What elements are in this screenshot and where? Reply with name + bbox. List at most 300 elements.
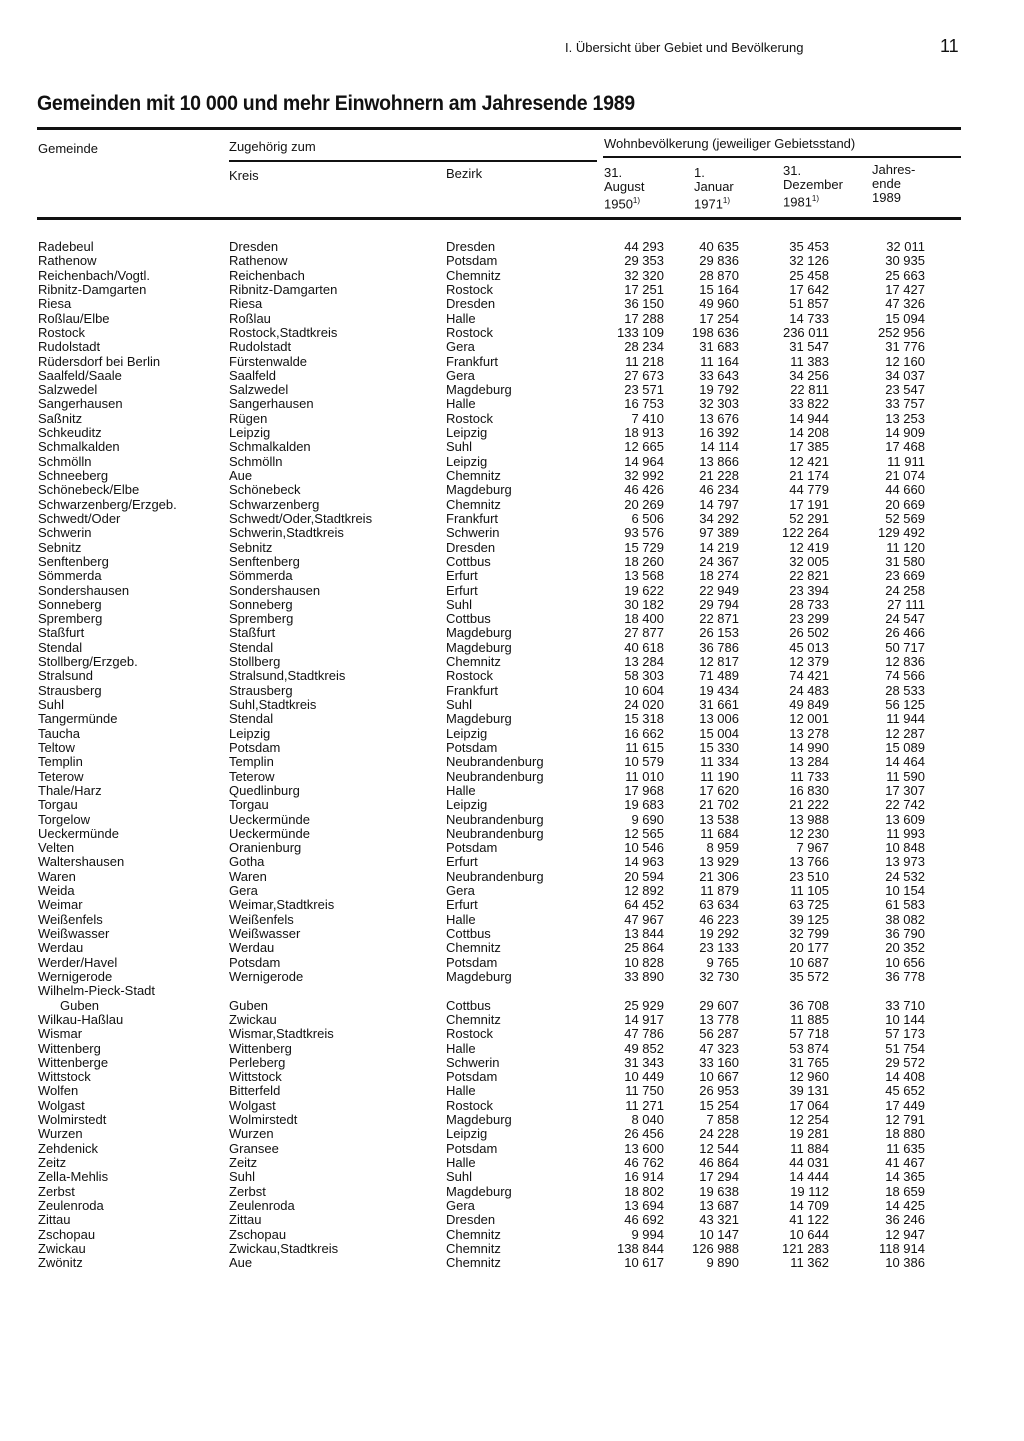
cell-1950: 10 604 bbox=[624, 682, 664, 698]
cell-bezirk: Gera bbox=[446, 1197, 475, 1213]
cell-gemeinde: Schkeuditz bbox=[38, 425, 102, 441]
table-row bbox=[0, 684, 1024, 698]
cell-1950: 32 320 bbox=[624, 267, 664, 283]
header-1981-month: Dezember bbox=[783, 177, 843, 192]
cell-1989: 26 466 bbox=[885, 625, 925, 641]
cell-1950: 10 546 bbox=[624, 840, 664, 856]
cell-1989: 11 911 bbox=[887, 453, 925, 469]
cell-1971: 33 160 bbox=[699, 1054, 739, 1070]
cell-1971: 36 786 bbox=[699, 639, 739, 655]
cell-bezirk: Frankfurt bbox=[446, 353, 499, 369]
cell-bezirk: Schwerin bbox=[446, 1054, 500, 1070]
cell-gemeinde: Teterow bbox=[38, 768, 84, 784]
cell-kreis: Strausberg bbox=[229, 682, 293, 698]
cell-gemeinde: Weida bbox=[38, 883, 75, 899]
table-row bbox=[0, 641, 1024, 655]
table-row bbox=[0, 984, 1024, 998]
cell-gemeinde: Schmölln bbox=[38, 453, 92, 469]
cell-1950: 14 917 bbox=[624, 1011, 664, 1027]
cell-1989: 10 848 bbox=[885, 840, 925, 856]
sub-rule-wohnbev bbox=[603, 156, 961, 158]
cell-bezirk: Frankfurt bbox=[446, 510, 499, 526]
cell-gemeinde: Ueckermünde bbox=[38, 825, 119, 841]
table-row bbox=[0, 1013, 1024, 1027]
cell-gemeinde: Schwerin bbox=[38, 525, 92, 541]
cell-1950: 133 109 bbox=[617, 324, 664, 340]
table-row bbox=[0, 512, 1024, 526]
cell-1971: 29 794 bbox=[699, 596, 739, 612]
table-row bbox=[0, 440, 1024, 454]
cell-1950: 14 963 bbox=[624, 854, 664, 870]
cell-bezirk: Suhl bbox=[446, 697, 473, 712]
cell-gemeinde: Schwarzenberg/Erzgeb. bbox=[38, 496, 177, 512]
cell-1981: 21 222 bbox=[789, 797, 829, 813]
cell-bezirk: Neubrandenburg bbox=[446, 754, 544, 770]
cell-1989: 28 533 bbox=[885, 682, 925, 698]
cell-kreis: Ribnitz-Damgarten bbox=[229, 281, 338, 297]
cell-1981: 24 483 bbox=[789, 682, 829, 698]
table-row bbox=[0, 898, 1024, 912]
cell-1989: 14 909 bbox=[885, 425, 925, 441]
cell-1981: 26 502 bbox=[789, 625, 829, 641]
cell-bezirk: Erfurt bbox=[446, 582, 478, 598]
cell-kreis: Wismar,Stadtkreis bbox=[229, 1026, 334, 1042]
cell-1950: 19 622 bbox=[624, 582, 664, 598]
cell-1971: 17 620 bbox=[699, 782, 739, 798]
cell-gemeinde: Torgau bbox=[38, 797, 78, 813]
cell-gemeinde: Guben bbox=[60, 997, 100, 1013]
table-row bbox=[0, 1199, 1024, 1213]
cell-gemeinde: Schmalkalden bbox=[38, 439, 120, 455]
cell-1981: 23 299 bbox=[789, 611, 829, 627]
cell-bezirk: Halle bbox=[446, 1155, 476, 1170]
cell-1950: 47 786 bbox=[624, 1026, 664, 1042]
cell-1989: 74 566 bbox=[885, 668, 925, 684]
cell-1981: 34 256 bbox=[789, 367, 829, 383]
cell-1981: 45 013 bbox=[789, 639, 829, 655]
cell-1950: 11 271 bbox=[625, 1097, 664, 1113]
running-head: I. Übersicht über Gebiet und Bevölkerung bbox=[565, 40, 804, 55]
table-row bbox=[0, 555, 1024, 569]
cell-gemeinde: Wolfen bbox=[38, 1083, 79, 1099]
header-1981-year: 1981 bbox=[783, 194, 812, 210]
cell-kreis: Guben bbox=[229, 997, 269, 1013]
table-row bbox=[0, 813, 1024, 827]
cell-1950: 10 828 bbox=[624, 954, 664, 970]
cell-kreis: Wurzen bbox=[229, 1126, 274, 1142]
header-kreis: Kreis bbox=[229, 168, 259, 183]
cell-gemeinde: Waltershausen bbox=[38, 854, 125, 870]
cell-gemeinde: Zerbst bbox=[38, 1183, 75, 1199]
cell-1950: 10 449 bbox=[624, 1069, 664, 1085]
cell-1950: 12 892 bbox=[624, 883, 664, 899]
cell-1989: 47 326 bbox=[885, 296, 925, 312]
cell-1950: 20 269 bbox=[624, 496, 664, 512]
cell-1971: 15 004 bbox=[699, 725, 739, 741]
cell-1989: 25 663 bbox=[885, 267, 925, 283]
cell-gemeinde: Spremberg bbox=[38, 611, 103, 627]
cell-kreis: Stendal bbox=[229, 639, 274, 655]
cell-bezirk: Rostock bbox=[446, 324, 493, 340]
cell-gemeinde: Weimar bbox=[38, 897, 83, 913]
cell-gemeinde: Sömmerda bbox=[38, 568, 102, 584]
cell-1981: 12 379 bbox=[789, 654, 829, 670]
cell-1971: 40 635 bbox=[699, 239, 739, 254]
cell-1950: 16 662 bbox=[624, 725, 664, 741]
cell-bezirk: Chemnitz bbox=[446, 1255, 501, 1271]
cell-1989: 11 944 bbox=[886, 711, 925, 727]
cell-1950: 19 683 bbox=[624, 797, 664, 813]
table-row bbox=[0, 1170, 1024, 1184]
cell-1971: 26 953 bbox=[699, 1083, 739, 1099]
table-row bbox=[0, 1127, 1024, 1141]
cell-bezirk: Erfurt bbox=[446, 897, 478, 913]
cell-1989: 12 160 bbox=[885, 353, 925, 369]
cell-1981: 12 230 bbox=[789, 825, 829, 841]
cell-gemeinde: Rudolstadt bbox=[38, 339, 101, 355]
cell-bezirk: Halle bbox=[446, 782, 476, 798]
table-row bbox=[0, 483, 1024, 497]
cell-1989: 11 590 bbox=[886, 768, 925, 784]
cell-kreis: Wolgast bbox=[229, 1097, 276, 1113]
cell-1989: 50 717 bbox=[885, 639, 925, 655]
cell-gemeinde: Werdau bbox=[38, 940, 84, 956]
header-1950-year-line bbox=[604, 194, 644, 211]
cell-1981: 236 011 bbox=[782, 324, 829, 340]
cell-kreis: Rathenow bbox=[229, 253, 288, 269]
cell-1950: 17 251 bbox=[624, 281, 664, 297]
cell-1981: 11 733 bbox=[790, 768, 829, 784]
cell-gemeinde: Sebnitz bbox=[38, 539, 82, 555]
table-row bbox=[0, 927, 1024, 941]
cell-kreis: Bitterfeld bbox=[229, 1083, 281, 1099]
cell-1989: 27 111 bbox=[887, 596, 925, 612]
cell-1981: 17 191 bbox=[789, 496, 829, 512]
cell-1981: 25 458 bbox=[789, 267, 829, 283]
footnote-marker: 1) bbox=[632, 196, 641, 205]
cell-1981: 51 857 bbox=[789, 296, 829, 312]
cell-gemeinde: Stralsund bbox=[38, 668, 93, 684]
cell-bezirk: Cottbus bbox=[446, 553, 491, 569]
cell-1989: 36 246 bbox=[885, 1212, 925, 1228]
table-row bbox=[0, 312, 1024, 326]
cell-1989: 13 253 bbox=[885, 410, 925, 426]
cell-1971: 11 879 bbox=[700, 883, 739, 899]
table-row bbox=[0, 426, 1024, 440]
cell-1971: 24 367 bbox=[699, 553, 739, 569]
cell-bezirk: Magdeburg bbox=[446, 711, 512, 727]
cell-kreis: Torgau bbox=[229, 797, 269, 813]
cell-bezirk: Erfurt bbox=[446, 854, 478, 870]
cell-1989: 17 468 bbox=[885, 439, 925, 455]
cell-kreis: Weißwasser bbox=[229, 926, 301, 941]
table-row bbox=[0, 526, 1024, 540]
cell-1971: 17 254 bbox=[699, 310, 739, 326]
cell-gemeinde: Schönebeck/Elbe bbox=[38, 482, 140, 498]
cell-1950: 14 964 bbox=[624, 453, 664, 469]
cell-1950: 46 692 bbox=[624, 1212, 664, 1228]
cell-1981: 12 421 bbox=[789, 453, 829, 469]
cell-kreis: Zwickau,Stadtkreis bbox=[229, 1240, 339, 1256]
header-col-1989 bbox=[872, 163, 915, 205]
cell-1989: 18 880 bbox=[885, 1126, 925, 1142]
cell-1950: 12 665 bbox=[624, 439, 664, 455]
header-1989-year: 1989 bbox=[872, 190, 901, 205]
cell-1981: 39 131 bbox=[789, 1083, 829, 1099]
cell-1971: 16 392 bbox=[699, 425, 739, 441]
cell-1981: 122 264 bbox=[782, 525, 829, 541]
cell-1989: 15 094 bbox=[885, 310, 925, 326]
table-row bbox=[0, 469, 1024, 483]
cell-1981: 28 733 bbox=[789, 596, 829, 612]
table-row bbox=[0, 827, 1024, 841]
cell-1971: 22 949 bbox=[699, 582, 739, 598]
cell-1971: 10 667 bbox=[699, 1069, 739, 1085]
cell-bezirk: Potsdam bbox=[446, 253, 498, 269]
cell-1989: 14 365 bbox=[885, 1169, 925, 1185]
cell-1981: 14 709 bbox=[789, 1197, 829, 1213]
cell-1971: 198 636 bbox=[692, 324, 739, 340]
cell-1950: 17 968 bbox=[624, 782, 664, 798]
cell-1971: 21 228 bbox=[699, 468, 739, 483]
table-row bbox=[0, 412, 1024, 426]
table-row bbox=[0, 283, 1024, 297]
table-row bbox=[0, 269, 1024, 283]
cell-1981: 17 064 bbox=[789, 1097, 829, 1113]
cell-1950: 15 318 bbox=[624, 711, 664, 727]
cell-1950: 58 303 bbox=[624, 668, 664, 684]
cell-bezirk: Dresden bbox=[446, 539, 496, 555]
cell-1971: 29 836 bbox=[699, 253, 739, 269]
cell-kreis: Zschopau bbox=[229, 1226, 287, 1242]
cell-gemeinde: Reichenbach/Vogtl. bbox=[38, 267, 151, 283]
cell-gemeinde: Velten bbox=[38, 840, 75, 856]
cell-gemeinde: Taucha bbox=[38, 725, 80, 741]
cell-1989: 18 659 bbox=[885, 1183, 925, 1199]
cell-1989: 30 935 bbox=[885, 253, 925, 269]
cell-1981: 74 421 bbox=[789, 668, 829, 684]
cell-1981: 22 821 bbox=[789, 568, 829, 584]
cell-kreis: Zeulenroda bbox=[229, 1197, 295, 1213]
cell-1950: 46 762 bbox=[624, 1155, 664, 1170]
cell-gemeinde: Zella-Mehlis bbox=[38, 1169, 109, 1185]
table-row bbox=[0, 669, 1024, 683]
cell-1950: 12 565 bbox=[624, 825, 664, 841]
cell-1950: 28 234 bbox=[624, 339, 664, 355]
cell-kreis: Suhl bbox=[229, 1169, 256, 1185]
cell-1971: 11 684 bbox=[700, 825, 739, 841]
cell-1971: 11 334 bbox=[700, 754, 739, 770]
table-row bbox=[0, 369, 1024, 383]
cell-1971: 9 890 bbox=[706, 1255, 739, 1271]
footnote-marker: 1) bbox=[722, 196, 731, 205]
cell-gemeinde: Zittau bbox=[38, 1212, 71, 1228]
footnote-marker: 1) bbox=[811, 194, 820, 203]
cell-1950: 36 150 bbox=[624, 296, 664, 312]
cell-1971: 46 864 bbox=[699, 1155, 739, 1170]
cell-1950: 30 182 bbox=[624, 596, 664, 612]
cell-gemeinde: Torgelow bbox=[38, 811, 91, 827]
cell-gemeinde: Wittenberg bbox=[38, 1040, 101, 1056]
table-row bbox=[0, 798, 1024, 812]
cell-kreis: Aue bbox=[229, 1255, 253, 1271]
cell-kreis: Sonneberg bbox=[229, 596, 293, 612]
cell-1981: 7 967 bbox=[796, 840, 829, 856]
cell-1950: 46 426 bbox=[624, 482, 664, 498]
cell-gemeinde: Wurzen bbox=[38, 1126, 83, 1142]
cell-bezirk: Magdeburg bbox=[446, 968, 512, 984]
cell-1950: 23 571 bbox=[624, 382, 664, 398]
cell-1981: 12 254 bbox=[789, 1112, 829, 1128]
cell-1981: 33 822 bbox=[789, 396, 829, 412]
cell-kreis: Gransee bbox=[229, 1140, 279, 1156]
cell-1971: 15 254 bbox=[699, 1097, 739, 1113]
cell-1971: 19 792 bbox=[699, 382, 739, 398]
cell-1971: 13 866 bbox=[699, 453, 739, 469]
cell-kreis: Templin bbox=[229, 754, 274, 770]
cell-kreis: Ueckermünde bbox=[229, 825, 310, 841]
table-row bbox=[0, 626, 1024, 640]
header-bottom-rule bbox=[37, 217, 961, 220]
cell-kreis: Rudolstadt bbox=[229, 339, 292, 355]
table-row bbox=[0, 240, 1024, 254]
table-row bbox=[0, 326, 1024, 340]
cell-1989: 17 307 bbox=[885, 782, 925, 798]
cell-1989: 14 425 bbox=[885, 1197, 925, 1213]
cell-gemeinde: Strausberg bbox=[38, 682, 102, 698]
cell-bezirk: Leipzig bbox=[446, 453, 488, 469]
cell-1971: 19 292 bbox=[699, 926, 739, 941]
cell-bezirk: Rostock bbox=[446, 410, 493, 426]
cell-1981: 39 125 bbox=[789, 911, 829, 927]
cell-1950: 18 802 bbox=[624, 1183, 664, 1199]
cell-gemeinde: Rüdersdorf bei Berlin bbox=[38, 353, 161, 369]
cell-kreis: Sangerhausen bbox=[229, 396, 314, 412]
page-number: 11 bbox=[940, 36, 959, 56]
sub-rule-zugehoerig bbox=[229, 160, 597, 162]
cell-kreis: Zerbst bbox=[229, 1183, 266, 1199]
cell-gemeinde: Zeitz bbox=[38, 1155, 67, 1170]
cell-1971: 43 321 bbox=[699, 1212, 739, 1228]
cell-bezirk: Magdeburg bbox=[446, 482, 512, 498]
cell-gemeinde: Zwönitz bbox=[38, 1255, 83, 1271]
cell-bezirk: Suhl bbox=[446, 439, 473, 455]
cell-kreis: Sebnitz bbox=[229, 539, 273, 555]
table-row bbox=[0, 254, 1024, 268]
table-row bbox=[0, 1242, 1024, 1256]
cell-gemeinde: Tangermünde bbox=[38, 711, 118, 727]
cell-1950: 16 753 bbox=[624, 396, 664, 412]
cell-1989: 31 776 bbox=[885, 339, 925, 355]
top-rule bbox=[37, 127, 961, 130]
cell-gemeinde: Ribnitz-Damgarten bbox=[38, 281, 147, 297]
header-1950-day: 31. bbox=[604, 165, 623, 180]
cell-1981: 53 874 bbox=[789, 1040, 829, 1056]
cell-kreis: Aue bbox=[229, 468, 253, 483]
cell-1950: 15 729 bbox=[624, 539, 664, 555]
cell-1950: 138 844 bbox=[617, 1240, 664, 1256]
cell-1989: 33 710 bbox=[885, 997, 925, 1013]
cell-gemeinde: Wittenberge bbox=[38, 1054, 109, 1070]
cell-bezirk: Halle bbox=[446, 911, 476, 927]
cell-1989: 10 656 bbox=[885, 954, 925, 970]
cell-1971: 23 133 bbox=[699, 940, 739, 956]
table-row bbox=[0, 698, 1024, 712]
cell-1989: 23 547 bbox=[885, 382, 925, 398]
cell-1981: 10 687 bbox=[789, 954, 829, 970]
cell-1981: 36 708 bbox=[789, 997, 829, 1013]
cell-1981: 49 849 bbox=[789, 697, 829, 712]
cell-gemeinde: Weißenfels bbox=[38, 911, 103, 927]
cell-1981: 63 725 bbox=[789, 897, 829, 913]
cell-1971: 9 765 bbox=[706, 954, 739, 970]
cell-1981: 121 283 bbox=[782, 1240, 829, 1256]
cell-gemeinde: Salzwedel bbox=[38, 382, 98, 398]
cell-1971: 56 287 bbox=[699, 1026, 739, 1042]
table-row bbox=[0, 355, 1024, 369]
cell-bezirk: Rostock bbox=[446, 668, 493, 684]
cell-1989: 20 352 bbox=[885, 940, 925, 956]
cell-1971: 34 292 bbox=[699, 510, 739, 526]
cell-kreis: Zeitz bbox=[229, 1155, 258, 1170]
cell-1971: 12 544 bbox=[699, 1140, 739, 1156]
cell-1981: 11 885 bbox=[790, 1011, 829, 1027]
header-1981-day: 31. bbox=[783, 163, 802, 178]
cell-1971: 33 643 bbox=[699, 367, 739, 383]
cell-bezirk: Halle bbox=[446, 310, 476, 326]
cell-1950: 25 864 bbox=[624, 940, 664, 956]
cell-1950: 93 576 bbox=[624, 525, 664, 541]
cell-bezirk: Rostock bbox=[446, 1026, 493, 1042]
cell-1981: 23 394 bbox=[789, 582, 829, 598]
cell-kreis: Potsdam bbox=[229, 954, 281, 970]
cell-bezirk: Erfurt bbox=[446, 568, 478, 584]
cell-bezirk: Chemnitz bbox=[446, 496, 501, 512]
cell-kreis: Leipzig bbox=[229, 425, 271, 441]
cell-bezirk: Neubrandenburg bbox=[446, 825, 544, 841]
cell-1981: 11 884 bbox=[790, 1140, 829, 1156]
table-row bbox=[0, 569, 1024, 583]
table-row bbox=[0, 1156, 1024, 1170]
cell-kreis: Gera bbox=[229, 883, 258, 899]
table-row bbox=[0, 1113, 1024, 1127]
cell-1950: 9 994 bbox=[631, 1226, 664, 1242]
cell-1981: 12 001 bbox=[789, 711, 829, 727]
cell-1989: 61 583 bbox=[885, 897, 925, 913]
cell-kreis: Wittstock bbox=[229, 1069, 282, 1085]
cell-kreis: Zwickau bbox=[229, 1011, 277, 1027]
cell-1971: 19 638 bbox=[699, 1183, 739, 1199]
cell-1989: 17 449 bbox=[885, 1097, 925, 1113]
cell-1981: 14 733 bbox=[789, 310, 829, 326]
cell-kreis: Perleberg bbox=[229, 1054, 286, 1070]
cell-kreis: Schwarzenberg bbox=[229, 496, 320, 512]
cell-1989: 12 836 bbox=[885, 654, 925, 670]
cell-gemeinde: Saßnitz bbox=[38, 410, 83, 426]
cell-1989: 22 742 bbox=[885, 797, 925, 813]
cell-bezirk: Halle bbox=[446, 1040, 476, 1056]
cell-1981: 52 291 bbox=[789, 510, 829, 526]
cell-gemeinde: Thale/Harz bbox=[38, 782, 102, 798]
cell-gemeinde: Schwedt/Oder bbox=[38, 510, 121, 526]
cell-gemeinde: Werder/Havel bbox=[38, 954, 118, 970]
table-row bbox=[0, 1256, 1024, 1270]
cell-1971: 15 164 bbox=[699, 281, 739, 297]
header-1981-year-line bbox=[783, 192, 843, 209]
cell-1981: 57 718 bbox=[789, 1026, 829, 1042]
cell-gemeinde: Zehdenick bbox=[38, 1140, 98, 1156]
cell-kreis: Teterow bbox=[229, 768, 275, 784]
